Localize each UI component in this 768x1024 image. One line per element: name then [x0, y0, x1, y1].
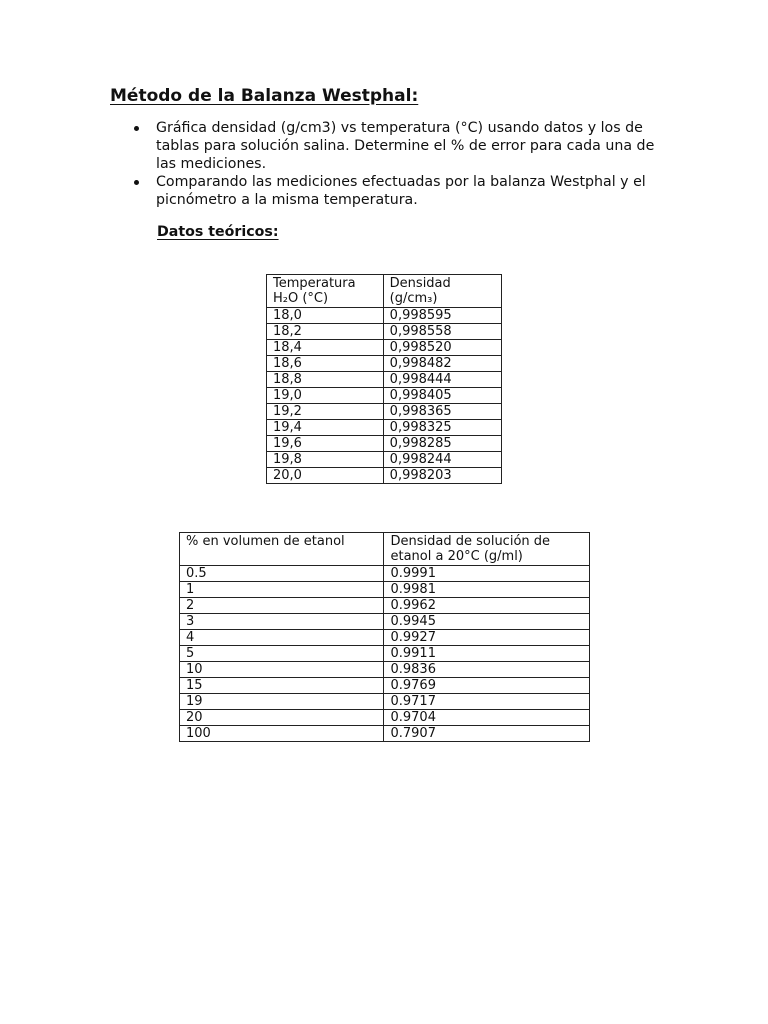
column-header-solution-density — [384, 533, 590, 566]
table-cell: 19,8 — [267, 452, 384, 468]
table-cell: 4 — [180, 630, 384, 646]
table-cell: 20 — [180, 710, 384, 726]
table-row — [180, 566, 590, 582]
instruction-list — [131, 119, 671, 209]
table-row — [180, 694, 590, 710]
table-row — [180, 598, 590, 614]
table-row — [267, 308, 502, 324]
ethanol-density-table — [179, 532, 590, 742]
table-cell: 0,998405 — [383, 388, 501, 404]
table-cell: 19,4 — [267, 420, 384, 436]
table-row — [180, 662, 590, 678]
header-line: (g/cm₃) — [389, 291, 438, 306]
table-cell: 0,998482 — [383, 356, 501, 372]
table-cell: 18,2 — [267, 324, 384, 340]
table-header-row — [180, 533, 590, 566]
table-row — [267, 420, 502, 436]
table-cell: 100 — [180, 726, 384, 742]
list-item: Gráfica densidad (g/cm3) vs temperatura (°C) usando datos y los de tablas para solución salina. Determine el % de error para cada una de las mediciones. — [131, 119, 671, 173]
table-cell: 20,0 — [267, 468, 384, 484]
table-cell: 0,998365 — [383, 404, 501, 420]
table-cell: 0.9717 — [384, 694, 590, 710]
table-cell: 0.9962 — [384, 598, 590, 614]
header-line: H₂O (°C) — [273, 291, 329, 306]
table-cell: 19,6 — [267, 436, 384, 452]
table-cell: 19,2 — [267, 404, 384, 420]
table-row — [180, 630, 590, 646]
table-cell: 10 — [180, 662, 384, 678]
table-row — [267, 324, 502, 340]
table-cell: 0.9991 — [384, 566, 590, 582]
table-cell: 0.9927 — [384, 630, 590, 646]
table-body — [267, 308, 502, 484]
table-header-row — [267, 275, 502, 308]
table-cell: 5 — [180, 646, 384, 662]
column-header-temperature — [267, 275, 384, 308]
table-cell: 3 — [180, 614, 384, 630]
table-row — [267, 388, 502, 404]
table-cell: 18,8 — [267, 372, 384, 388]
table-cell: 19,0 — [267, 388, 384, 404]
section-title: Datos teóricos: — [157, 224, 279, 240]
list-item: Comparando las mediciones efectuadas por la balanza Westphal y el picnómetro a la misma temperatura. — [131, 173, 671, 209]
table-cell: 0,998285 — [383, 436, 501, 452]
table-row — [180, 726, 590, 742]
table-row — [180, 646, 590, 662]
table-cell: 0.7907 — [384, 726, 590, 742]
table-cell: 0.9981 — [384, 582, 590, 598]
table-cell: 18,4 — [267, 340, 384, 356]
page-title: Método de la Balanza Westphal: — [110, 86, 419, 106]
table-cell: 18,0 — [267, 308, 384, 324]
table-cell: 0,998444 — [383, 372, 501, 388]
table-row — [267, 436, 502, 452]
table-cell: 0.9836 — [384, 662, 590, 678]
header-line: Densidad — [389, 276, 451, 291]
table-cell: 1 — [180, 582, 384, 598]
table-row — [267, 404, 502, 420]
header-line: % en volumen de etanol — [186, 534, 345, 549]
table-cell: 0,998203 — [383, 468, 501, 484]
table-cell: 0.5 — [180, 566, 384, 582]
table-cell: 0.9704 — [384, 710, 590, 726]
table-row — [267, 372, 502, 388]
table-row — [180, 710, 590, 726]
table-row — [180, 678, 590, 694]
table-body — [180, 566, 590, 742]
table-row — [267, 452, 502, 468]
table-cell: 0.9945 — [384, 614, 590, 630]
table-row — [267, 356, 502, 372]
table-cell: 15 — [180, 678, 384, 694]
table-cell: 18,6 — [267, 356, 384, 372]
header-line: Densidad de solución de — [390, 534, 551, 549]
table-row — [180, 582, 590, 598]
table-cell: 0,998244 — [383, 452, 501, 468]
table-cell: 19 — [180, 694, 384, 710]
table-cell: 0.9769 — [384, 678, 590, 694]
table-cell: 0,998558 — [383, 324, 501, 340]
table-row — [180, 614, 590, 630]
column-header-volume-percent — [180, 533, 384, 566]
header-line: etanol a 20°C (g/ml) — [390, 549, 523, 564]
table-cell: 0,998325 — [383, 420, 501, 436]
column-header-density — [383, 275, 501, 308]
table-cell: 2 — [180, 598, 384, 614]
table-cell: 0,998595 — [383, 308, 501, 324]
table-row — [267, 468, 502, 484]
header-line: Temperatura — [273, 276, 356, 291]
table-cell: 0,998520 — [383, 340, 501, 356]
water-density-table — [266, 274, 502, 484]
table-row — [267, 340, 502, 356]
table-cell: 0.9911 — [384, 646, 590, 662]
